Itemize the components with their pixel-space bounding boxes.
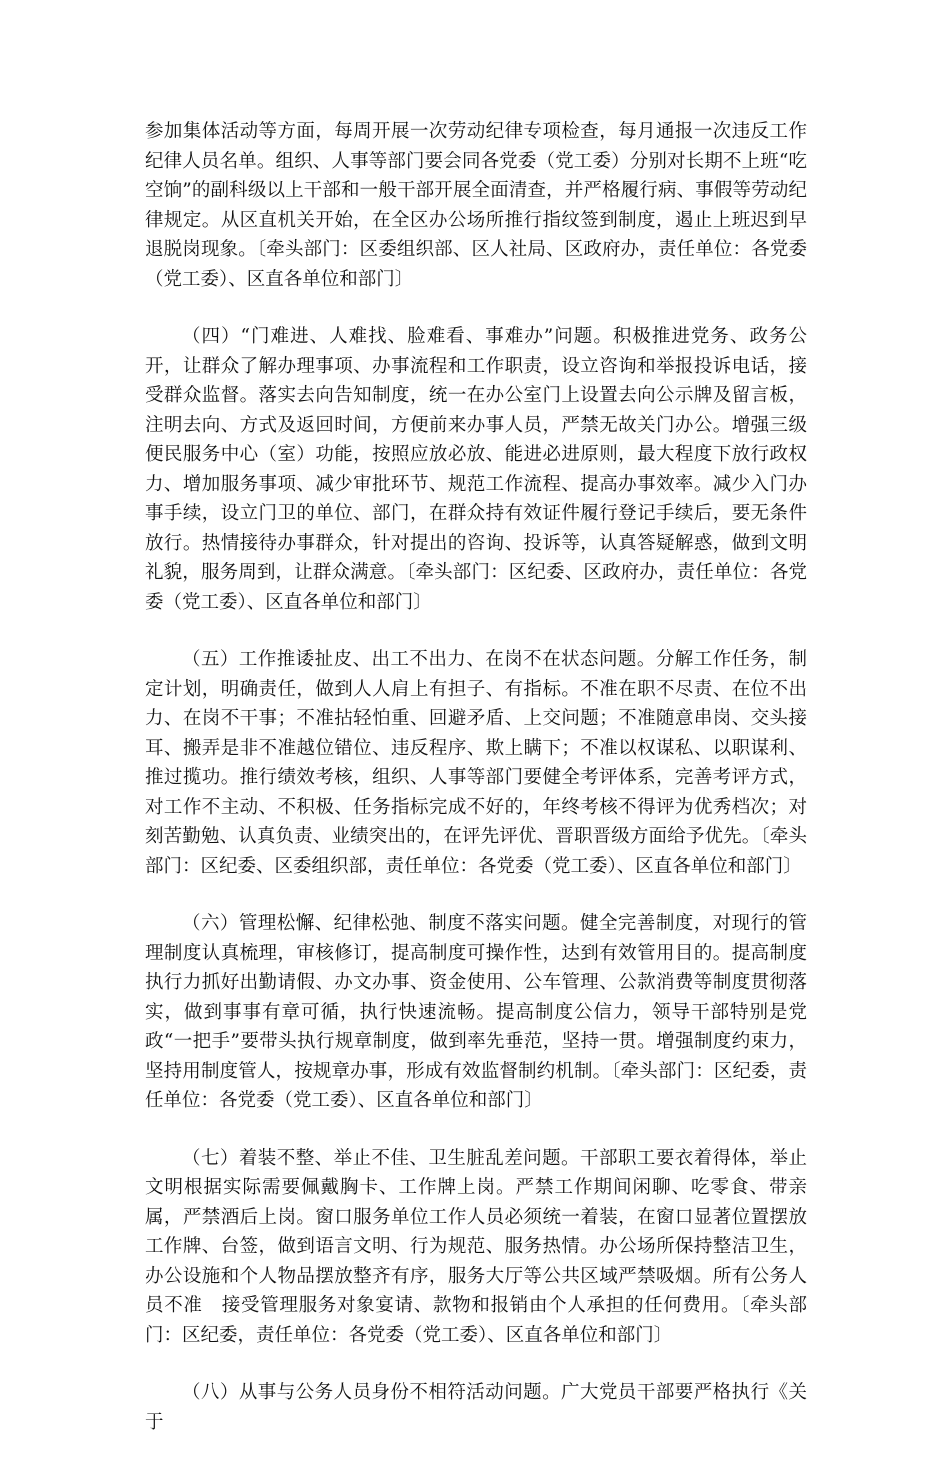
paragraph-section-five: （五）工作推诿扯皮、出工不出力、在岗不在状态问题。分解工作任务，制定计划，明确责任，做到人人肩上有担子、有指标。不准在职不尽责、在位不出力、在岗不干事；不准拈轻怕重、回避矛盾、上交问题；不准随意串岗、交头接耳、搬弄是非不准越位错位、违反程序、欺上瞒下；不准以权谋私、以职谋利、推过揽功。推行绩效考核，组织、人事等部门要健全考评体系，完善考评方式，对工作不主动、不积极、任务指标完成不好的，年终考核不得评为优秀档次；对刻苦勤勉、认真负责、业绩突出的，在评先评优、晋职晋级方面给予优先。〔牵头部门：区纪委、区委组织部，责任单位：各党委（党工委）、区直各单位和部门〕 (145, 649, 807, 877)
paragraph-section-seven: （七）着装不整、举止不佳、卫生脏乱差问题。干部职工要衣着得体，举止文明根据实际需要佩戴胸卡、工作牌上岗。严禁工作期间闲聊、吃零食、带亲属，严禁酒后上岗。窗口服务单位工作人员必须统一着装，在窗口显著位置摆放工作牌、台签，做到语言文明、行为规范、服务热情。办公场所保持整洁卫生，办公设施和个人物品摆放整齐有序，服务大厅等公共区域严禁吸烟。所有公务人员不准 接受管理服务对象宴请、款物和报销由个人承担的任何费用。〔牵头部门：区纪委，责任单位：各党委（党工委）、区直各单位和部门〕 (145, 1147, 807, 1346)
paragraph-section-eight: （八）从事与公务人员身份不相符活动问题。广大党员干部要严格执行《关于 (145, 1382, 807, 1433)
paragraph-section-six: （六）管理松懈、纪律松弛、制度不落实问题。健全完善制度，对现行的管理制度认真梳理，审核修订，提高制度可操作性，达到有效管用目的。提高制度执行力抓好出勤请假、办文办事、资金使用、公车管理、公款消费等制度贯彻落实，做到事事有章可循，执行快速流畅。提高制度公信力，领导干部特别是党政“一把手”要带头执行规章制度，做到率先垂范，坚持一贯。增强制度约束力，坚持用制度管人，按规章办事，形成有效监督制约机制。〔牵头部门：区纪委，责任单位：各党委（党工委）、区直各单位和部门〕 (145, 913, 807, 1111)
paragraph-continuation: 参加集体活动等方面，每周开展一次劳动纪律专项检查，每月通报一次违反工作纪律人员名单。组织、人事等部门要会同各党委（党工委）分别对长期不上班“吃空饷”的副科级以上干部和一般干部开展全面清查，并严格履行病、事假等劳动纪律规定。从区直机关开始，在全区办公场所推行指纹签到制度，遏止上班迟到早退脱岗现象。〔牵头部门：区委组织部、区人社局、区政府办，责任单位：各党委（党工委）、区直各单位和部门〕 (145, 121, 807, 290)
paragraph-section-four: （四）“门难进、人难找、脸难看、事难办”问题。积极推进党务、政务公开，让群众了解办理事项、办事流程和工作职责，设立咨询和举报投诉电话，接受群众监督。落实去向告知制度，统一在办公室门上设置去向公示牌及留言板，注明去向、方式及返回时间，方便前来办事人员，严禁无故关门办公。增强三级便民服务中心（室）功能，按照应放必放、能进必进原则，最大程度下放行政权力、增加服务事项、减少审批环节、规范工作流程、提高办事效率。减少入门办事手续，设立门卫的单位、部门，在群众持有效证件履行登记手续后，要无条件放行。热情接待办事群众，针对提出的咨询、投诉等，认真答疑解惑，做到文明礼貌，服务周到，让群众满意。〔牵头部门：区纪委、区政府办，责任单位：各党委（党工委）、区直各单位和部门〕 (145, 326, 807, 613)
document-body (145, 117, 807, 1465)
